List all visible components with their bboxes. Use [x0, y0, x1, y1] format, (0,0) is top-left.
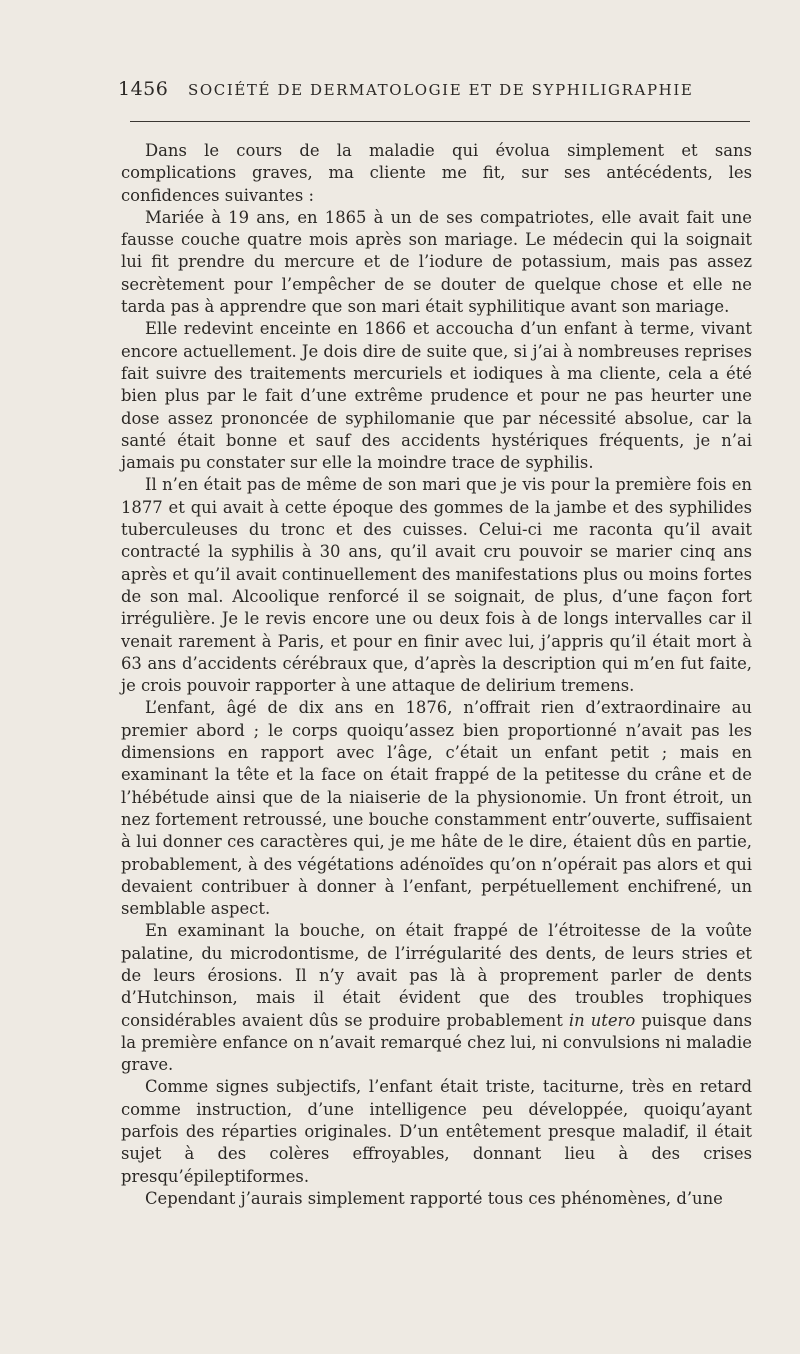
paragraph: Mariée à 19 ans, en 1865 à un de ses compatriotes, elle avait fait une fausse couche quatre mois après son mariage. Le médecin qui la soignait lui fit prendre du mercure et de l’iodure de potassium, mais pas assez secrètement pour l’empêcher de se douter de quelque chose et elle ne tarda pas à apprendre que son mari était syphilitique avant son mariage.	[121, 207, 752, 317]
paragraph: Il n’en était pas de même de son mari que je vis pour la première fois en 1877 et qui avait à cette époque des gommes de la jambe et des syphilides tuberculeuses du tronc et des cuisses. Celui-ci me raconta qu’il avait contracté la syphilis à 30 ans, qu’il avait cru pouvoir se marier cinq ans après et qu’il avait continuellement des manifestations plus ou moins fortes de son mal. Alcoolique renforcé il se soignait, de plus, d’une façon fort irrégulière. Je le revis encore une ou deux fois à de longs intervalles car il venait rarement à Paris, et pour en finir avec lui, j’appris qu’il était mort à 63 ans d’accidents cérébraux que, d’après la description qui m’en fut faite, je crois pouvoir rapporter à une attaque de delirium tremens.	[121, 475, 752, 696]
latin-phrase: in utero	[568, 1010, 636, 1030]
paragraph	[121, 920, 752, 1076]
paragraph-text: puisque dans la première enfance on n’avait remarqué chez lui, ni convulsions ni maladie grave.	[121, 1010, 752, 1075]
body-text	[121, 140, 752, 1210]
running-title: SOCIÉTÉ DE DERMATOLOGIE ET DE SYPHILIGRAPHIE	[188, 81, 694, 99]
paragraph: Dans le cours de la maladie qui évolua simplement et sans complications graves, ma cliente me fit, sur ses antécédents, les confidences suivantes :	[121, 141, 752, 205]
paragraph: Comme signes subjectifs, l’enfant était triste, taciturne, très en retard comme instruction, d’une intelligence peu développée, quoiqu’ayant parfois des réparties originales. D’un entêtement presque maladif, il était sujet à des colères effroyables, donnant lieu à des crises presqu’épileptiformes.	[121, 1077, 752, 1186]
page-number: 1456	[118, 78, 169, 100]
running-head	[118, 78, 758, 104]
paragraph: Cependant j’aurais simplement rapporté tous ces phénomènes, d’une	[145, 1188, 723, 1208]
header-rule	[130, 121, 750, 122]
paragraph: L’enfant, âgé de dix ans en 1876, n’offrait rien d’extraordinaire au premier abord ; le corps quoiqu’assez bien proportionné n’avait pas les dimensions en rapport avec l’âge, c’était un enfant petit ; mais en examinant la tête et la face on était frappé de la petitesse du crâne et de l’hébétude ainsi que de la niaiserie de la physionomie. Un front étroit, un nez fortement retroussé, une bouche constamment entr’ouverte, suffisaient à lui donner ces caractères qui, je me hâte de le dire, étaient dûs en partie, probablement, à des végétations adénoïdes qu’on n’opérait pas alors et qui devaient contribuer à donner à l’enfant, perpétuellement enchifrené, un semblable aspect.	[121, 698, 752, 919]
paragraph: Elle redevint enceinte en 1866 et accoucha d’un enfant à terme, vivant encore actuellement. Je dois dire de suite que, si j’ai à nombreuses reprises fait suivre des traitements mercuriels et iodiques à ma cliente, cela a été bien plus par le fait d’une extrême prudence et pour ne pas heurter une dose assez prononcée de syphilomanie que par nécessité absolue, car la santé était bonne et sauf des accidents hystériques fréquents, je n’ai jamais pu constater sur elle la moindre trace de syphilis.	[121, 319, 752, 473]
paragraph-text: En examinant la bouche, on était frappé de l’étroitesse de la voûte palatine, du microdontisme, de l’irrégularité des dents, de leurs stries et de leurs érosions. Il n’y avait pas là à proprement parler de dents d’Hutchinson, mais il était évident que des troubles trophiques considérables avaient dûs se produire probablement	[121, 921, 752, 1030]
